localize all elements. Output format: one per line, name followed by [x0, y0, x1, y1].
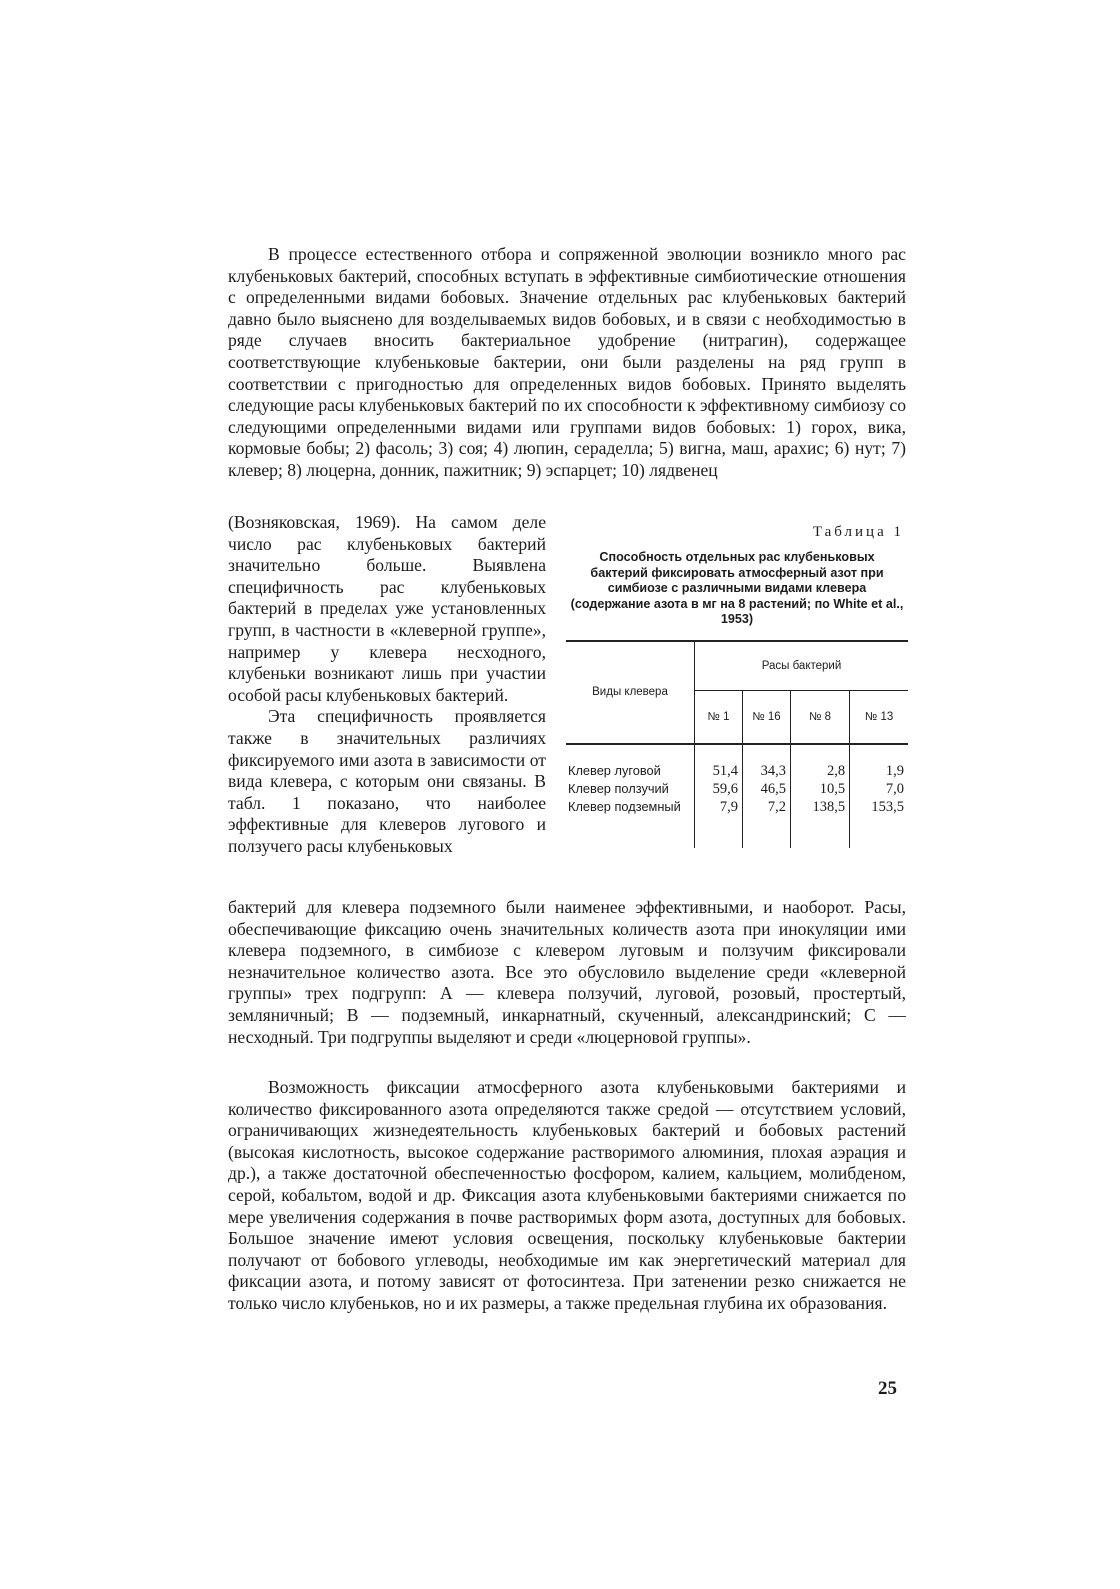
text-column-beside-table	[228, 512, 546, 858]
value-cell: 7,2	[743, 798, 791, 816]
table-row	[566, 780, 908, 798]
value-cell: 10,5	[791, 780, 850, 798]
paragraph-specificity: Эта специфичность проявляется также в значительных различиях фиксируемого ими азота в зависимости от вида клевера, с которым они связаны. В табл. 1 показано, что наиболее эффективные для клеверов лугового и ползучего расы клубеньковых	[228, 706, 546, 856]
empty-cell	[850, 816, 908, 848]
species-cell: Клевер луговой	[566, 744, 695, 780]
paragraph-natural-selection	[228, 244, 906, 482]
empty-cell	[791, 816, 850, 848]
paragraph-text: (Возняковская, 1969). На самом деле число рас клубеньковых бактерий значительно больше. Выявлена специфичность рас клубеньковых бактерий в пределах уже установленных групп, в частности в «клеверной группе», например у клевера несходного, клубеньки возникают лишь при участии особой расы клубеньковых бактерий.	[228, 512, 546, 705]
species-cell: Клевер подземный	[566, 798, 695, 816]
race-header: № 1	[695, 690, 743, 744]
paragraph-text: Возможность фиксации атмосферного азота клубеньковыми бактериями и количество фиксированного азота определяются также средой — отсутствием условий, ограничивающих жизнедеятельность клубеньковых бактерий и бобовых растений (высокая кислотность, высокое содержание растворимого алюминия, плохая аэрация и др.), а также достаточной обеспеченностью фосфором, калием, кальцием, молибденом, серой, кобальтом, водой и др. Фиксация азота клубеньковыми бактериями снижается по мере увеличения содержания в почве растворимых форм азота, доступных для бобовых. Большое значение имеют условия освещения, поскольку клубеньковые бактерии получают от бобового углеводы, необходимые им как энергетический материал для фиксации азота, и потому зависят от фотосинтеза. При затенении резко снижается не только число клубеньков, но и их размеры, а также предельная глубина их образования.	[228, 1077, 906, 1313]
empty-cell	[743, 816, 791, 848]
paragraph-text: В процессе естественного отбора и сопряженной эволюции возникло много рас клубеньковых бактерий, способных вступать в эффективные симбиотические отношения с определенными видами бобовых. Значение отдельных рас клубеньковых бактерий давно было выяснено для возделываемых видов бобовых, и в связи с необходимостью в ряде случаев вносить бактериальное удобрение (нитрагин), содержащее соответствующие клубеньковые бактерии, они были разделены на ряд групп в соответствии с пригодностью для определенных видов бобовых. Принято выделять следующие расы клубеньковых бактерий по их способности к эффективному симбиозу со следующими определенными видами или группами видов бобовых: 1) горох, вика, кормовые бобы; 2) фасоль; 3) соя; 4) люпин, сераделла; 5) вигна, маш, арахис; 6) нут; 7) клевер; 8) люцерна, донник, пажитник; 9) эспарцет; 10) лядвенец	[228, 244, 906, 480]
species-cell: Клевер ползучий	[566, 780, 695, 798]
paragraph-subgroups	[228, 897, 906, 1048]
data-table	[566, 640, 908, 848]
value-cell: 7,0	[885, 780, 904, 797]
value-cell: 153,5	[871, 798, 904, 815]
table-filler-row	[566, 816, 908, 848]
empty-cell	[566, 816, 695, 848]
paragraph-text: бактерий для клевера подземного были наименее эффективными, и наоборот. Расы, обеспечивающие фиксацию очень значительных количеств азота при инокуляции ими клевера подземного, в симбиозе с клевером луговым и ползучим фиксировали незначительное количество азота. Все это обусловило выделение среди «клеверной группы» трех подгрупп: А — клевера ползучий, луговой, розовый, простертый, земляничный; В — подземный, инкарнатный, скученный, александринский; С — несходный. Три подгруппы выделяют и среди «люцерновой группы».	[228, 897, 906, 1047]
value-cell: 138,5	[791, 798, 850, 816]
nitrogen-fixation-table	[566, 520, 908, 848]
races-group-header: Расы бактерий	[695, 641, 909, 691]
race-header: № 16	[743, 690, 791, 744]
race-header: № 8	[791, 690, 850, 744]
value-cell: 1,9	[850, 744, 908, 780]
table-title: Способность отдельных рас клубеньковых бактерий фиксировать атмосферный азот при симбиозе с различными видами клевера (содержание азота в мг на 8 растений; по White et al., 1953)	[570, 550, 904, 626]
empty-cell	[695, 816, 743, 848]
table-row	[566, 744, 908, 780]
race-header: № 13	[864, 710, 894, 723]
paragraph-environment	[228, 1077, 906, 1315]
table-row	[566, 798, 908, 816]
value-cell: 7,9	[695, 798, 743, 816]
value-cell: 34,3	[743, 744, 791, 780]
value-cell: 51,4	[695, 744, 743, 780]
value-cell: 59,6	[695, 780, 743, 798]
page-number: 25	[878, 1378, 897, 1399]
species-column-header: Виды клевера	[566, 641, 695, 744]
value-cell: 2,8	[791, 744, 850, 780]
value-cell: 46,5	[743, 780, 791, 798]
table-label: Таблица 1	[812, 524, 904, 540]
